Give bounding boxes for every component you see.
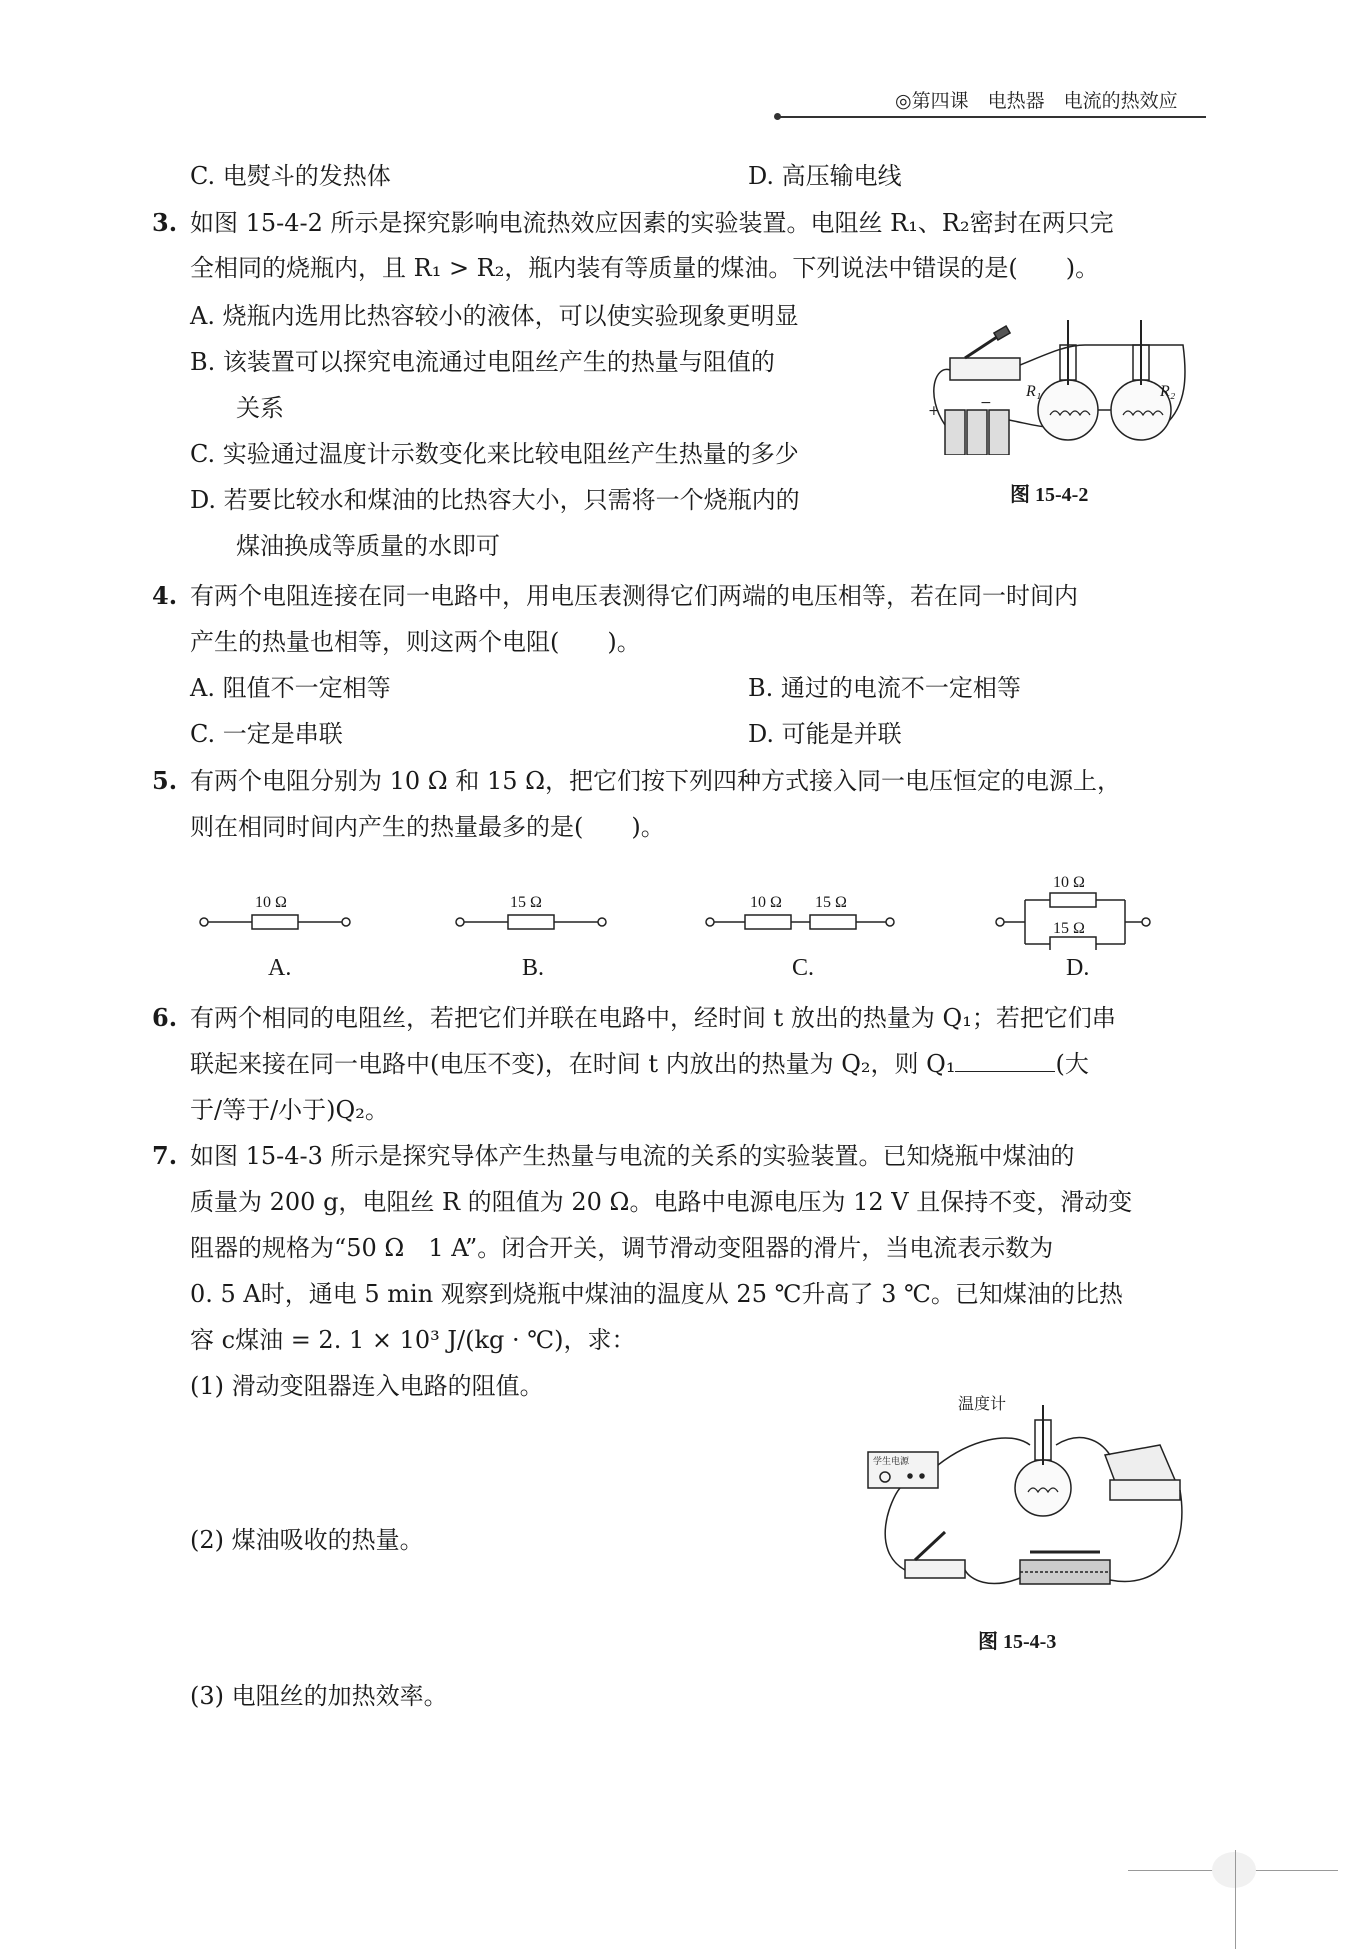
circuit-a-label: A. bbox=[268, 955, 292, 981]
q7-stem-line4: 0. 5 A时，通电 5 min 观察到烧瓶中煤油的温度从 25 ℃升高了 3 ℃。已知煤油的比热 bbox=[190, 1280, 1123, 1308]
circuit-d-resistor2-label: 15 Ω bbox=[1053, 920, 1085, 937]
q3-option-a: A. 烧瓶内选用比热容较小的液体，可以使实验现象更明显 bbox=[190, 302, 799, 330]
q4-option-a: A. 阻值不一定相等 bbox=[190, 674, 391, 702]
q6-stem-line2 bbox=[190, 1048, 1089, 1080]
q7-stem-line5: 容 c煤油 = 2. 1 × 10³ J/(kg · ℃)，求： bbox=[190, 1326, 636, 1354]
circuit-c-resistor1-label: 10 Ω bbox=[750, 894, 782, 911]
circuit-c-resistor2-label: 15 Ω bbox=[815, 894, 847, 911]
q7-stem-line1: 如图 15-4-3 所示是探究导体产生热量与电流的关系的实验装置。已知烧瓶中煤油的 bbox=[190, 1142, 1075, 1170]
q3-option-b-line1: B. 该装置可以探究电流通过电阻丝产生的热量与阻值的 bbox=[190, 348, 775, 376]
fig2-r1-label: R₁ bbox=[1026, 383, 1042, 400]
q3-option-d-line1: D. 若要比较水和煤油的比热容大小，只需将一个烧瓶内的 bbox=[190, 486, 800, 514]
q7-stem-line2: 质量为 200 g，电阻丝 R 的阻值为 20 Ω。电路中电源电压为 12 V 且保持不变，滑动变 bbox=[190, 1188, 1133, 1216]
q6-answer-blank[interactable] bbox=[955, 1051, 1055, 1072]
circuit-d-resistor1-label: 10 Ω bbox=[1053, 874, 1085, 891]
q4-option-c: C. 一定是串联 bbox=[190, 720, 343, 748]
header-rule bbox=[778, 116, 1206, 118]
q4-option-d: D. 可能是并联 bbox=[748, 720, 902, 748]
corner-ornament bbox=[1212, 1852, 1256, 1888]
q4-stem-line2: 产生的热量也相等，则这两个电阻( )。 bbox=[190, 628, 641, 656]
q3-stem-line1: 如图 15-4-2 所示是探究影响电流热效应因素的实验装置。电阻丝 R₁、R₂密封在两只完 bbox=[190, 209, 1114, 237]
q6-line2-text: 联起来接在同一电路中(电压不变)，在时间 t 内放出的热量为 Q₂，则 Q₁ bbox=[190, 1050, 956, 1078]
circuit-b-resistor-label: 15 Ω bbox=[510, 894, 542, 911]
q3-option-d-line2: 煤油换成等质量的水即可 bbox=[236, 532, 500, 560]
q7-sub1: (1) 滑动变阻器连入电路的阻值。 bbox=[190, 1372, 544, 1400]
q2-option-c: C. 电熨斗的发热体 bbox=[190, 162, 391, 190]
q3-option-b-line2: 关系 bbox=[236, 394, 284, 422]
q6-stem-line1: 有两个相同的电阻丝，若把它们并联在电路中，经时间 t 放出的热量为 Q₁；若把它们串 bbox=[190, 1004, 1116, 1032]
page-header: ◎第四课 电热器 电流的热效应 bbox=[895, 90, 1178, 112]
q5-number: 5. bbox=[152, 766, 178, 795]
battery-plus: + bbox=[928, 403, 940, 419]
power-supply-label: 学生电源 bbox=[873, 1456, 910, 1466]
q6-line2-end: (大 bbox=[1055, 1050, 1089, 1078]
q5-stem-line1: 有两个电阻分别为 10 Ω 和 15 Ω，把它们按下列四种方式接入同一电压恒定的电源上， bbox=[190, 767, 1122, 795]
circuit-c-label: C. bbox=[792, 955, 815, 981]
q5-stem-line2: 则在相同时间内产生的热量最多的是( )。 bbox=[190, 813, 665, 841]
q7-sub2: (2) 煤油吸收的热量。 bbox=[190, 1526, 424, 1554]
q7-stem-line3: 阻器的规格为“50 Ω 1 A”。闭合开关，调节滑动变阻器的滑片，当电流表示数为 bbox=[190, 1234, 1054, 1262]
q3-number: 3. bbox=[152, 208, 178, 237]
q4-number: 4. bbox=[152, 581, 178, 610]
q7-sub3: (3) 电阻丝的加热效率。 bbox=[190, 1682, 448, 1710]
circuit-b-label: B. bbox=[522, 955, 545, 981]
circuit-a-resistor-label: 10 Ω bbox=[255, 894, 287, 911]
q4-option-b: B. 通过的电流不一定相等 bbox=[748, 674, 1021, 702]
q7-number: 7. bbox=[152, 1141, 178, 1170]
thermometer-label: 温度计 bbox=[958, 1396, 1007, 1413]
figure-15-4-3 bbox=[860, 1400, 1190, 1610]
battery-minus: − bbox=[980, 395, 992, 411]
q3-stem-line2: 全相同的烧瓶内，且 R₁ > R₂，瓶内装有等质量的煤油。下列说法中错误的是( )。 bbox=[190, 254, 1100, 282]
circuit-d-label: D. bbox=[1066, 955, 1090, 981]
q4-stem-line1: 有两个电阻连接在同一电路中，用电压表测得它们两端的电压相等，若在同一时间内 bbox=[190, 582, 1078, 610]
figure-15-4-2-caption: 图 15-4-2 bbox=[1010, 484, 1089, 506]
q2-option-d: D. 高压输电线 bbox=[748, 162, 902, 190]
q6-stem-line3: 于/等于/小于)Q₂。 bbox=[190, 1096, 389, 1124]
corner-vertical-rule bbox=[1235, 1850, 1236, 1949]
fig2-r2-label: R₂ bbox=[1160, 383, 1176, 400]
figure-15-4-3-caption: 图 15-4-3 bbox=[978, 1631, 1057, 1653]
q3-option-c: C. 实验通过温度计示数变化来比较电阻丝产生热量的多少 bbox=[190, 440, 799, 468]
q6-number: 6. bbox=[152, 1003, 178, 1032]
figure-15-4-2 bbox=[925, 315, 1190, 455]
